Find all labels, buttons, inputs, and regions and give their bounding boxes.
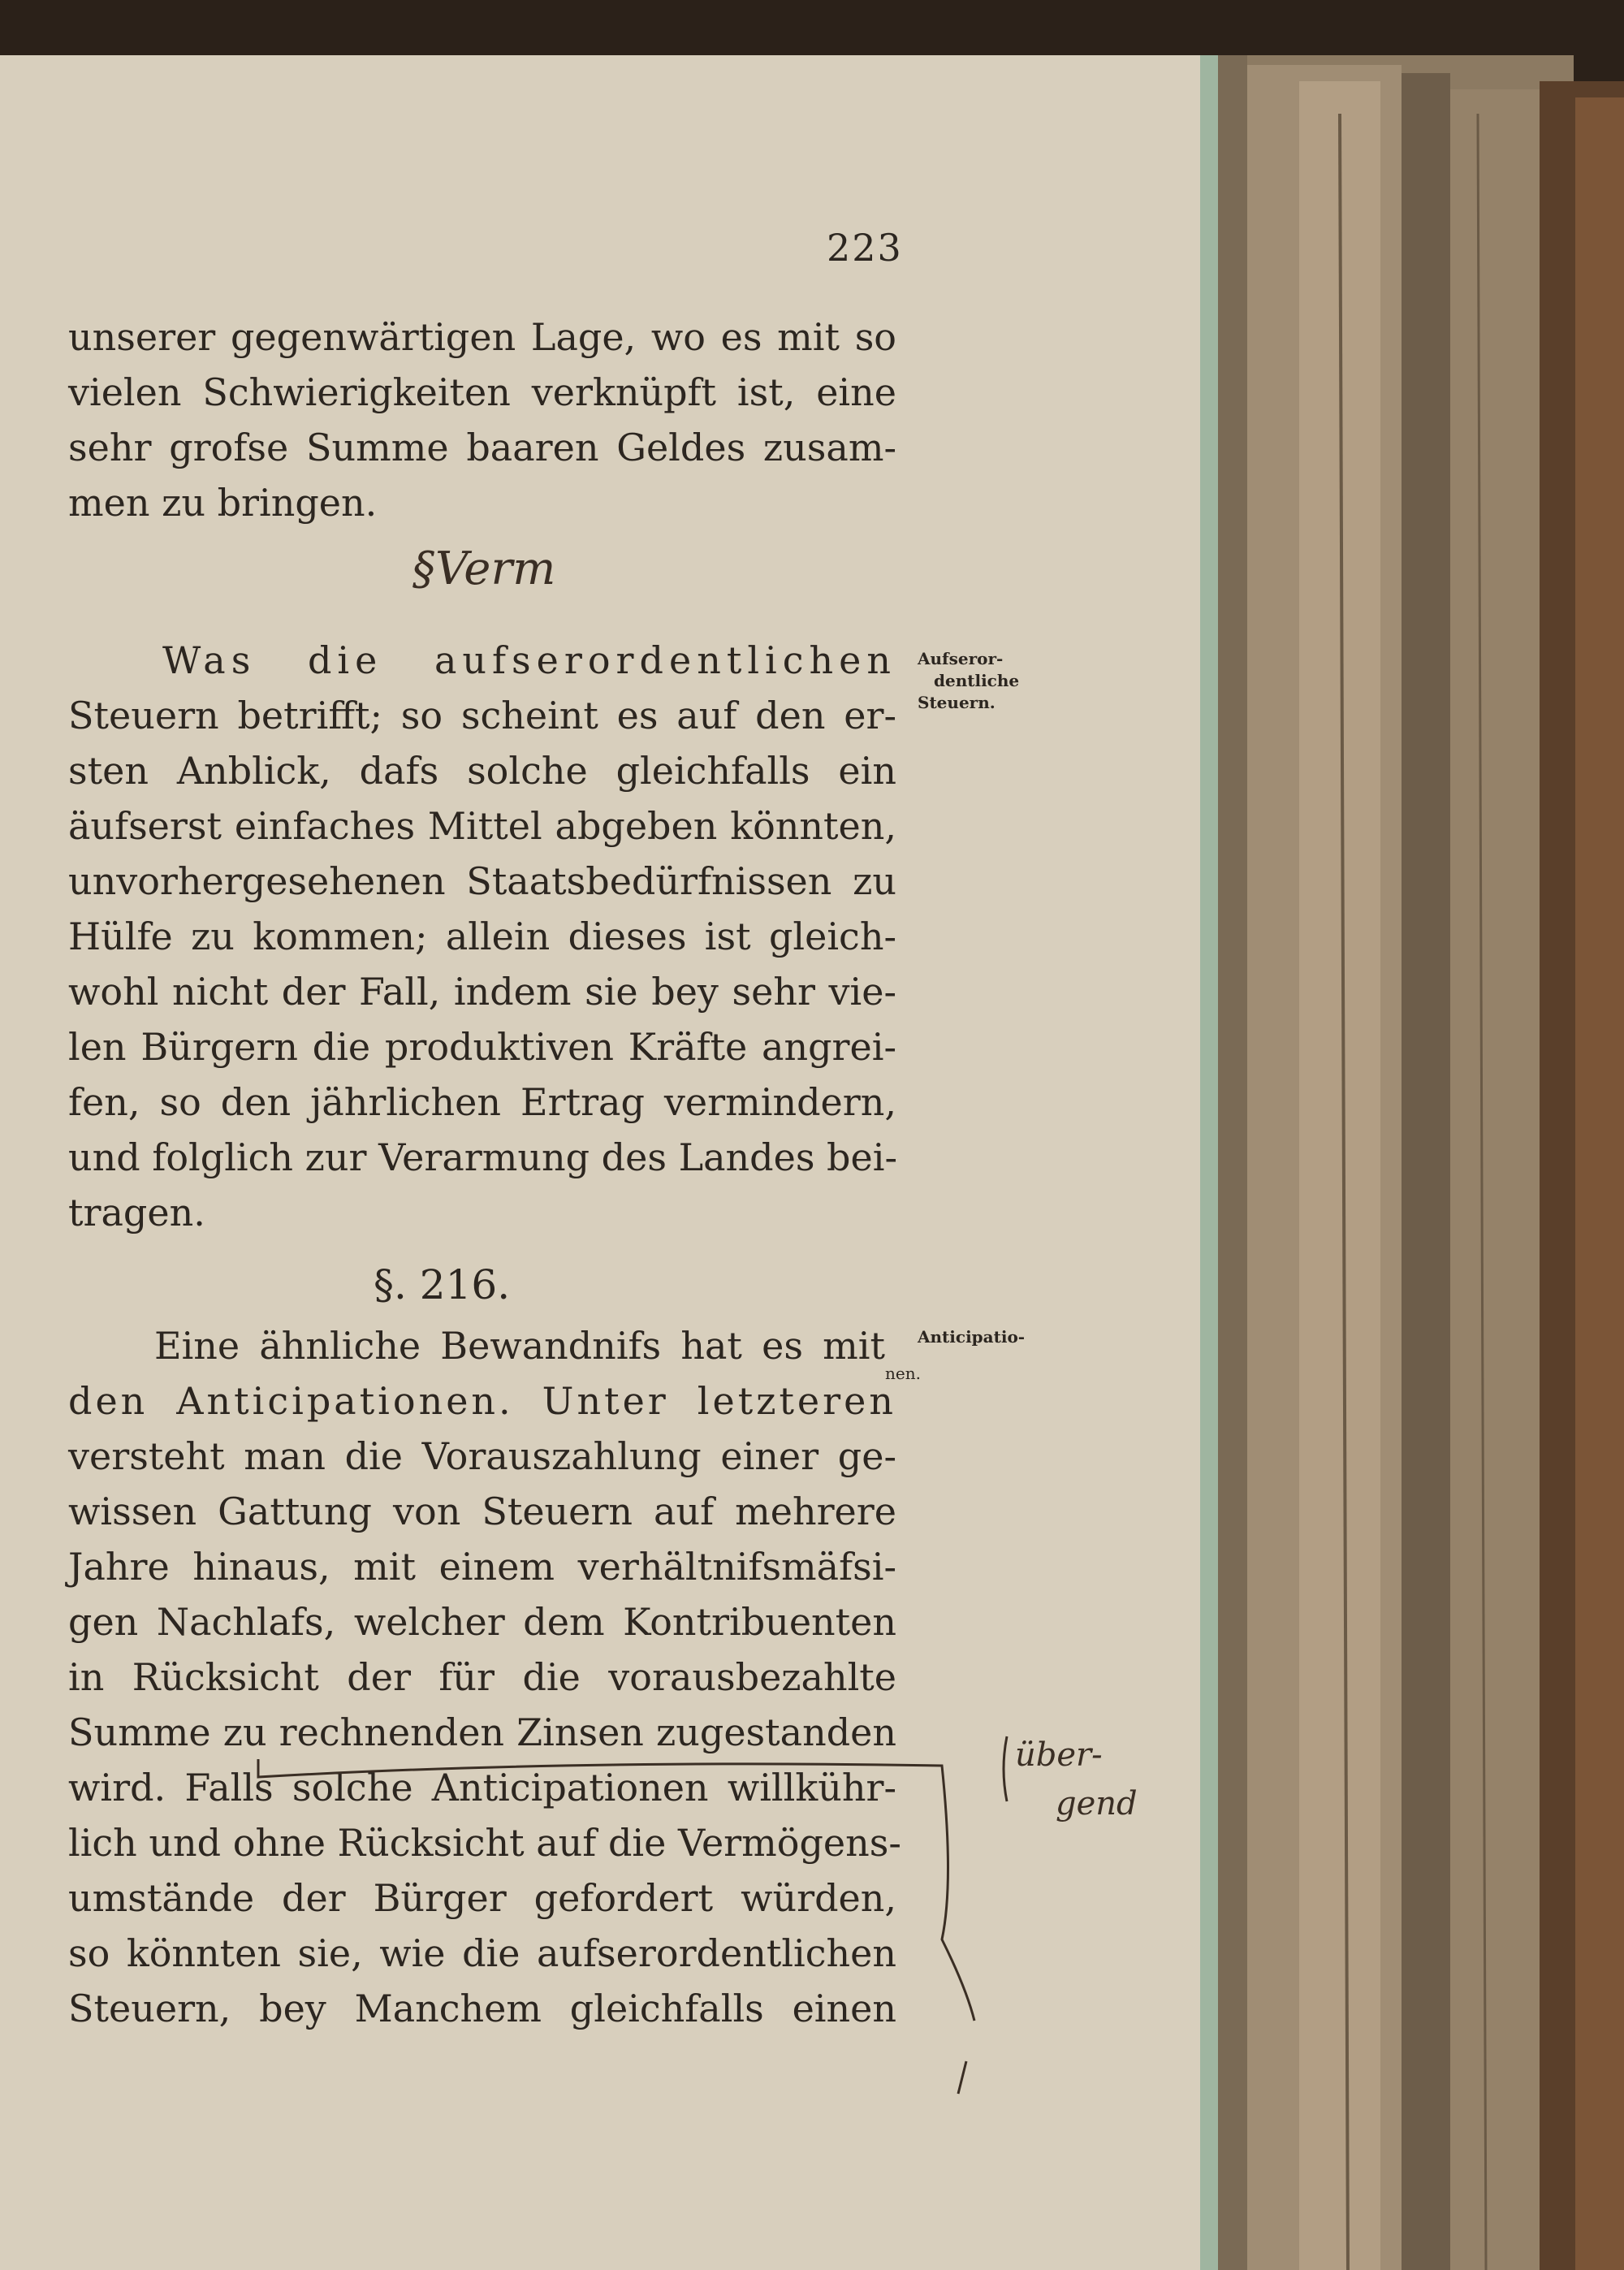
text-line: sehr grofse Summe baaren Geldes zusam- bbox=[68, 426, 896, 469]
text-line: und folglich zur Verarmung des Landes bei- bbox=[68, 1135, 897, 1179]
text-line: unvorhergesehenen Staatsbedürfnissen zu bbox=[68, 859, 896, 903]
margin-note-line: Steuern. bbox=[918, 693, 996, 712]
text-line: so könnten sie, wie die aufserordentlichen bbox=[68, 1931, 896, 1975]
text-line: tragen. bbox=[68, 1191, 205, 1234]
pencil-stroke bbox=[958, 2061, 966, 2094]
text-line: Eine ähnliche Bewandnifs hat es mit bbox=[154, 1324, 885, 1368]
pencil-markings bbox=[0, 55, 1200, 2270]
text-line: Summe zu rechnenden Zinsen zugestanden bbox=[68, 1710, 896, 1754]
text-line: lich und ohne Rücksicht auf die Vermögens- bbox=[68, 1821, 901, 1865]
text-line: den Anticipationen. Unter letzteren bbox=[68, 1379, 896, 1423]
text-line: Hülfe zu kommen; allein dieses ist gleich- bbox=[68, 914, 896, 958]
margin-note-line: nen. bbox=[885, 1364, 921, 1383]
handwritten-note-line: gend bbox=[1056, 1785, 1138, 1822]
text-line: Steuern betrifft; so scheint es auf den er- bbox=[68, 694, 896, 737]
text-line: Steuern, bey Manchem gleichfalls einen bbox=[68, 1987, 896, 2030]
text-line: men zu bringen. bbox=[68, 481, 378, 525]
pencil-bracket bbox=[258, 1759, 974, 2021]
page-number: 223 bbox=[827, 226, 903, 270]
section-heading: §. 216. bbox=[374, 1261, 511, 1308]
text-line: umstände der Bürger gefordert würden, bbox=[68, 1876, 896, 1920]
pencil-stroke bbox=[1004, 1736, 1007, 1801]
text-line: in Rücksicht der für die vorausbezahlte bbox=[68, 1655, 896, 1699]
text-line: versteht man die Vorauszahlung einer ge- bbox=[68, 1434, 896, 1478]
handwritten-heading: §Verm bbox=[412, 543, 556, 595]
text-line: wohl nicht der Fall, indem sie bey sehr vie- bbox=[68, 970, 896, 1014]
text-line: unserer gegenwärtigen Lage, wo es mit so bbox=[68, 315, 896, 359]
book-page bbox=[0, 55, 1200, 2270]
margin-note-line: Anticipatio- bbox=[918, 1327, 1026, 1347]
text-line: vielen Schwierigkeiten verknüpft ist, eine bbox=[68, 370, 896, 414]
text-line: len Bürgern die produktiven Kräfte angrei- bbox=[68, 1025, 896, 1069]
text-line: sten Anblick, dafs solche gleichfalls ein bbox=[68, 749, 896, 793]
text-line: Was die aufserordentlichen bbox=[162, 638, 896, 682]
text-line: fen, so den jährlichen Ertrag vermindern, bbox=[68, 1080, 896, 1124]
text-line: äufserst einfaches Mittel abgeben könnten, bbox=[68, 804, 896, 848]
text-line: wissen Gattung von Steuern auf mehrere bbox=[68, 1490, 896, 1533]
margin-note-line: dentliche bbox=[934, 671, 1020, 690]
handwritten-note-line: über- bbox=[1015, 1736, 1103, 1774]
text-line: gen Nachlafs, welcher dem Kontribuenten bbox=[68, 1600, 896, 1644]
margin-note-line: Aufseror- bbox=[918, 649, 1004, 668]
text-line: Jahre hinaus, mit einem verhältnifsmäfsi- bbox=[68, 1545, 896, 1589]
text-line: wird. Falls solche Anticipationen willkühr- bbox=[68, 1766, 896, 1810]
